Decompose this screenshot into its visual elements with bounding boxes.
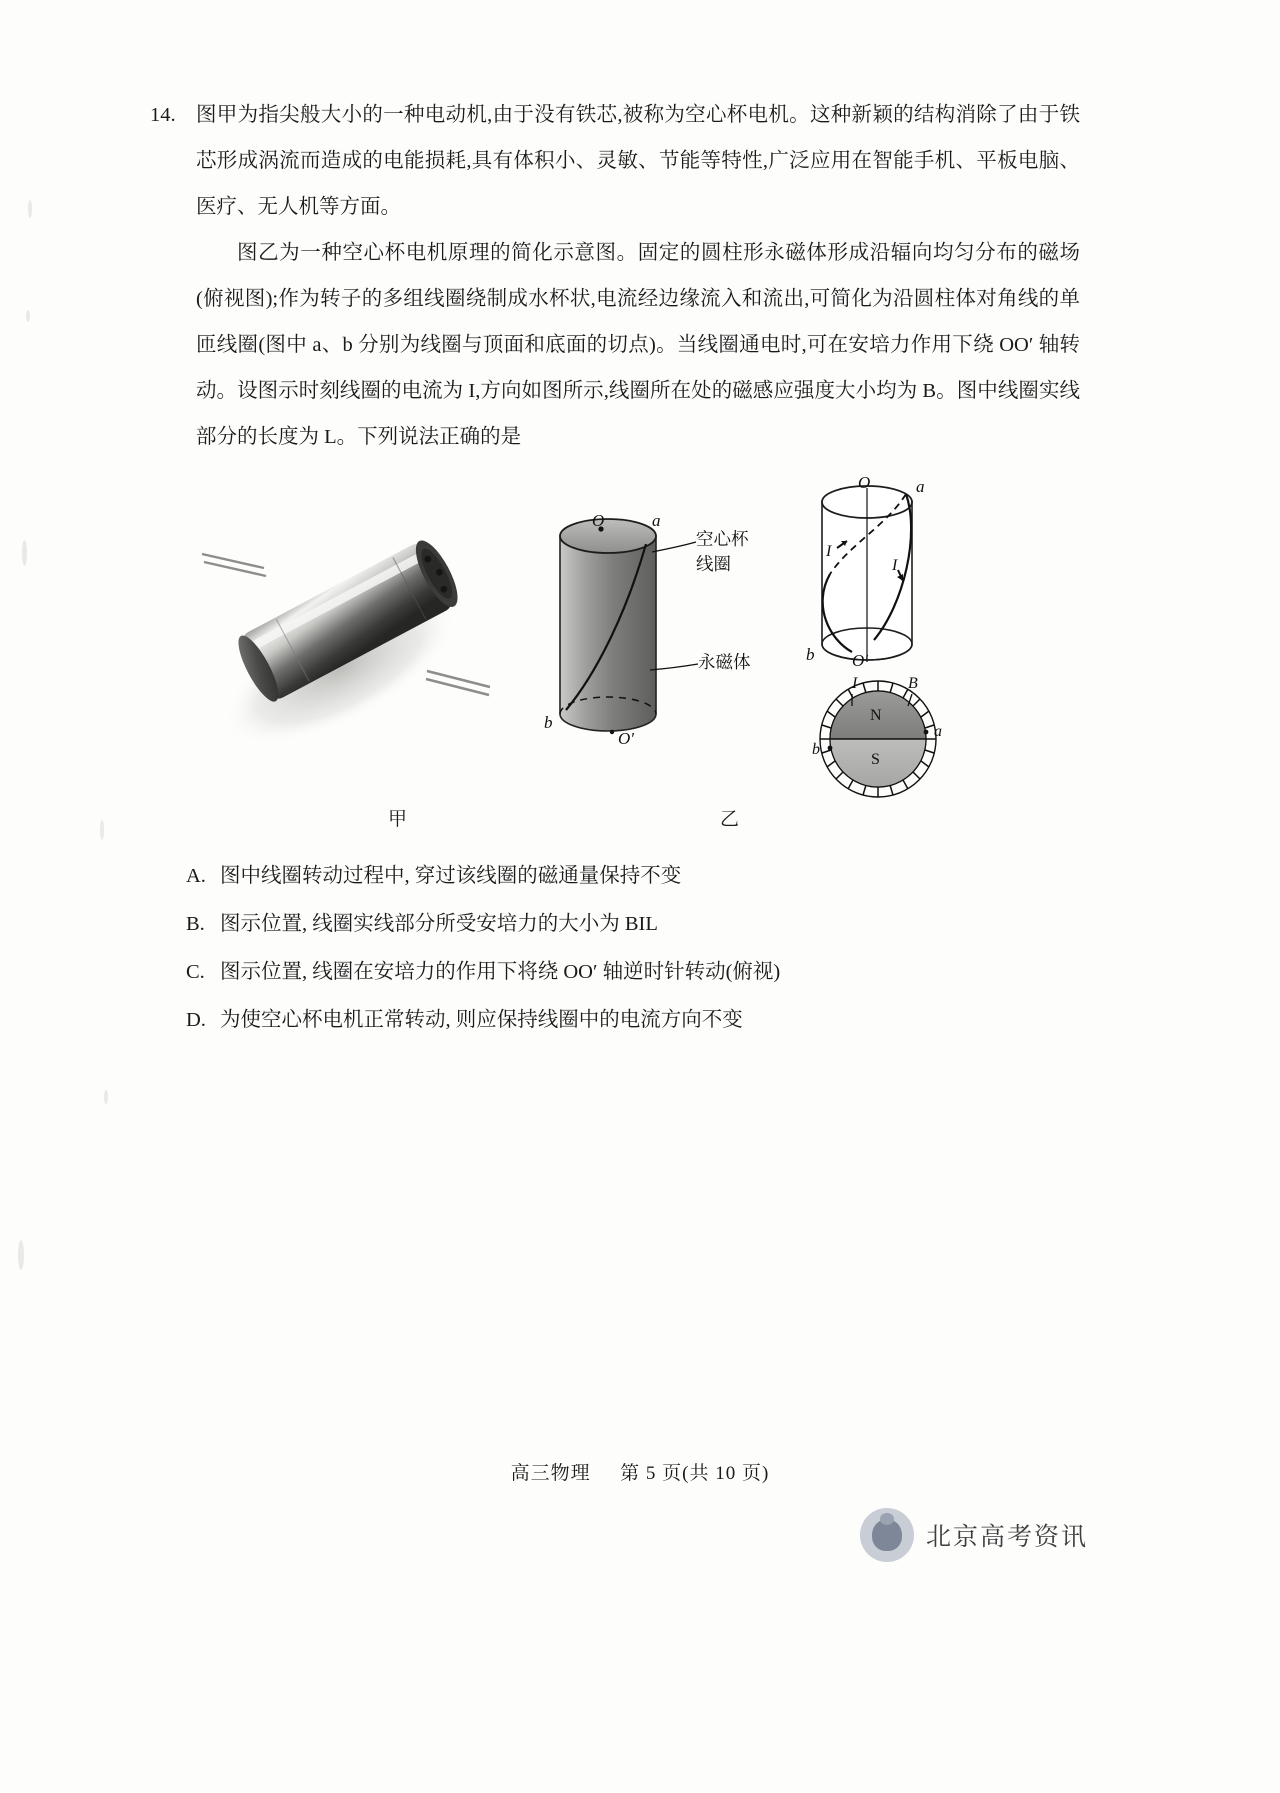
- motor-photo-figure: [190, 484, 520, 804]
- label-magnet-name: 永磁体: [698, 652, 751, 672]
- label-O-left: O: [592, 511, 605, 530]
- label-I-coil-2: I: [892, 557, 898, 574]
- wechat-avatar-icon: [860, 1508, 914, 1562]
- option-b[interactable]: [150, 902, 1080, 946]
- label-coil-name: 空心杯 线圈: [696, 529, 749, 574]
- label-I-topview: I: [852, 675, 858, 692]
- question-stem: [150, 92, 1080, 460]
- stem-paragraph-1: 图甲为指尖般大小的一种电动机,由于没有铁芯,被称为空心杯电机。这种新颖的结构消除了由于铁芯形成涡流而造成的电能损耗,具有体积小、灵敏、节能等特性,广泛应用在智能手机、平板电脑、医疗、无人机等方面。: [196, 104, 1080, 218]
- coil-cylinder-drawing: [822, 486, 912, 662]
- stem-paragraph-2: 图乙为一种空心杯电机原理的简化示意图。固定的圆柱形永磁体形成沿辐向均匀分布的磁场(俯视图);作为转子的多组线圈绕制成水杯状,电流经边缘流入和流出,可简化为沿圆柱体对角线的单匝线圈(图中 a、b 分别为线圈与顶面和底面的切点)。当线圈通电时,可在安培力作用下绕 OO′ 轴转动。设图示时刻线圈的电流为 I,方向如图所示,线圈所在处的磁感应强度大小均为 B。图中线圈实线部分的长度为 L。下列说法正确的是: [196, 242, 1080, 448]
- label-I-coil: I: [826, 543, 832, 560]
- label-Oprime-right: O′: [852, 651, 868, 670]
- label-b-topview: b: [812, 741, 820, 758]
- label-B-topview: B: [908, 675, 918, 692]
- label-b-left: b: [544, 713, 553, 732]
- option-a-key: A.: [186, 865, 206, 887]
- schematic-figure: [500, 474, 1060, 804]
- label-O-right: O: [858, 474, 871, 492]
- option-c-text: 图示位置, 线圈在安培力的作用下将绕 OO′ 轴逆时针转动(俯视): [220, 961, 781, 983]
- watermark-stamp: [860, 1500, 1190, 1570]
- label-pole-S: S: [871, 751, 880, 768]
- question-number: 14.: [150, 104, 176, 126]
- question-text: [196, 92, 1080, 460]
- scan-speck: [28, 200, 32, 218]
- option-d[interactable]: [150, 998, 1080, 1042]
- label-Oprime-left: O′: [618, 729, 634, 748]
- options-list: [150, 854, 1080, 1042]
- option-d-key: D.: [186, 1009, 206, 1031]
- option-c[interactable]: [150, 950, 1080, 994]
- scan-speck: [104, 1090, 108, 1104]
- scan-speck: [18, 1240, 24, 1270]
- option-a-text: 图中线圈转动过程中, 穿过该线圈的磁通量保持不变: [220, 865, 682, 887]
- figure-group: [150, 474, 1080, 834]
- label-b-right: b: [806, 645, 815, 664]
- page-footer: [0, 1458, 1280, 1485]
- footer-page-number: 第 5 页(共 10 页): [620, 1463, 770, 1484]
- label-a-right: a: [916, 477, 925, 496]
- option-d-text: 为使空心杯电机正常转动, 则应保持线圈中的电流方向不变: [220, 1009, 743, 1031]
- scan-speck: [22, 540, 27, 566]
- scan-speck: [26, 310, 30, 322]
- label-a-left: a: [652, 511, 661, 530]
- label-pole-N: N: [870, 707, 882, 724]
- question-content: [150, 92, 1080, 1046]
- top-view-magnet-drawing: [812, 675, 942, 797]
- option-a[interactable]: [150, 854, 1080, 898]
- label-a-topview: a: [934, 723, 942, 740]
- watermark-text: 北京高考资讯: [926, 1523, 1089, 1551]
- footer-subject: 高三物理: [510, 1463, 591, 1484]
- option-c-key: C.: [186, 961, 205, 983]
- option-b-text: 图示位置, 线圈实线部分所受安培力的大小为 BIL: [220, 913, 658, 935]
- option-b-key: B.: [186, 913, 205, 935]
- cylinder-magnet-drawing: [560, 519, 656, 734]
- scan-speck: [100, 820, 104, 840]
- figure-caption-yi: 乙: [720, 809, 740, 830]
- figure-caption-jia: 甲: [388, 809, 408, 830]
